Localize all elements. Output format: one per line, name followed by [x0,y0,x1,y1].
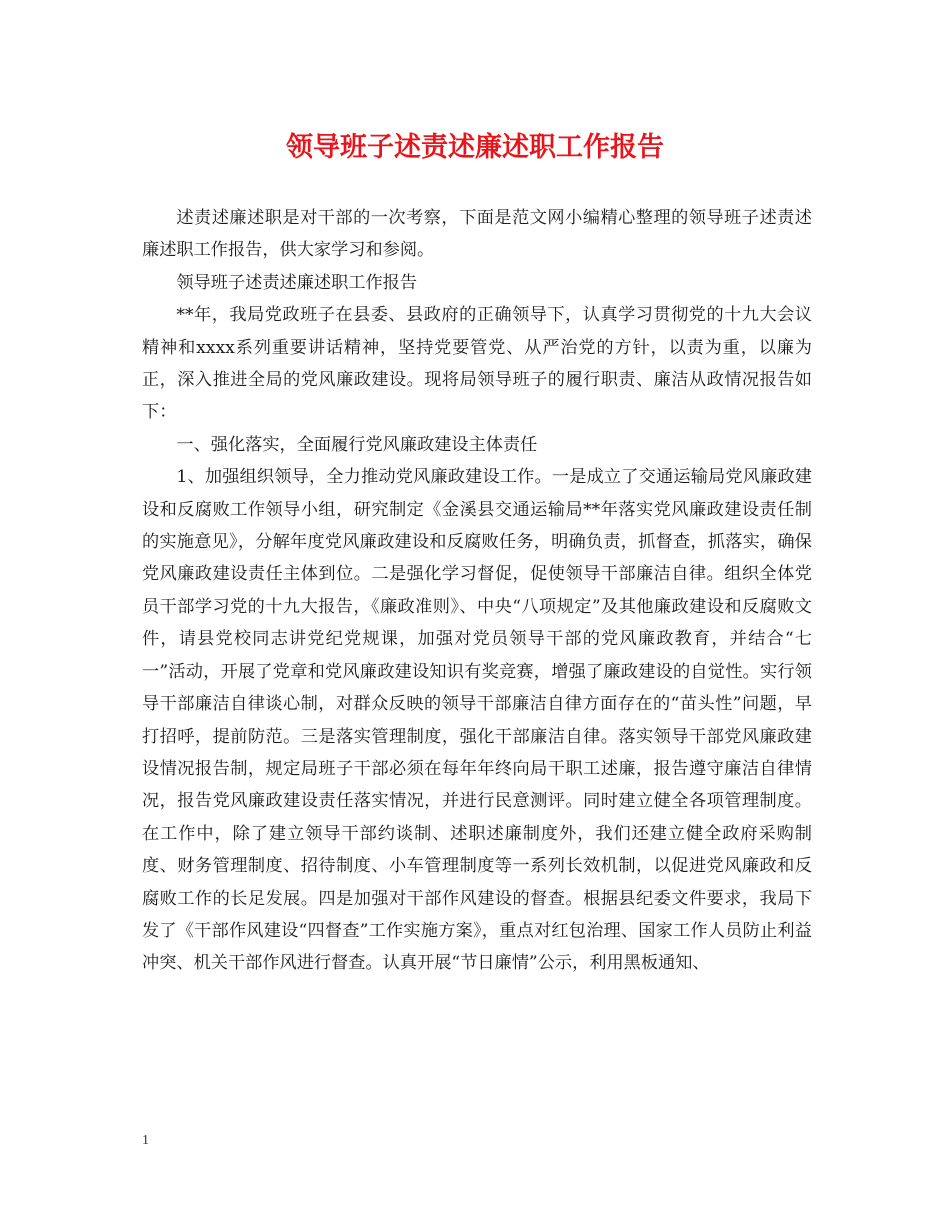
paragraph-section-1: 1、加强组织领导，全力推动党风廉政建设工作。一是成立了交通运输局党风廉政建设和反腐败工作领导小组，研究制定《金溪县交通运输局**年落实党风廉政建设责任制的实施意见》，分解年度党风廉政建设和反腐败任务，明确负责，抓督查，抓落实，确保党风廉政建设责任主体到位。二是强化学习督促，促使领导干部廉洁自律。组织全体党员干部学习党的十九大报告，《廉政准则》、中央“八项规定”及其他廉政建设和反腐败文件，请县党校同志讲党纪党规课，加强对党员领导干部的党风廉政教育，并结合“七一”活动，开展了党章和党风廉政建设知识有奖竞赛，增强了廉政建设的自觉性。实行领导干部廉洁自律谈心制，对群众反映的领导干部廉洁自律方面存在的“苗头性”问题，早打招呼，提前防范。三是落实管理制度，强化干部廉洁自律。落实领导干部党风廉政建设情况报告制，规定局班子干部必须在每年年终向局干职工述廉，报告遵守廉洁自律情况，报告党风廉政建设责任落实情况，并进行民意测评。同时建立健全各项管理制度。在工作中，除了建立领导干部约谈制、述职述廉制度外，我们还建立健全政府采购制度、财务管理制度、招待制度、小车管理制度等一系列长效机制，以促进党风廉政和反腐败工作的长足发展。四是加强对干部作风建设的督查。根据县纪委文件要求，我局下发了《干部作风建设“四督查”工作实施方案》，重点对红包治理、国家工作人员防止利益冲突、机关干部作风进行督查。认真开展“节日廉情”公示，利用黑板通知、 [142,467,812,974]
paragraph-overview: **年，我局党政班子在县委、县政府的正确领导下，认真学习贯彻党的十九大会议精神和xxxx系列重要讲话精神，坚持党要管党、从严治党的方针，以责为重，以廉为正，深入推进全局的党风廉政建设。现将局领导班子的履行职责、廉洁从政情况报告如下： [142,305,812,423]
section-heading: 一、强化落实，全面履行党风廉政建设主体责任 [176,434,538,455]
page-number: 1 [142,1133,149,1148]
document-title: 领导班子述责述廉述职工作报告 [286,132,664,163]
paragraph-intro: 述责述廉述职是对干部的一次考察，下面是范文网小编精心整理的领导班子述责述廉述职工作报告，供大家学习和参阅。 [142,208,812,261]
paragraph-subtitle: 领导班子述责述廉述职工作报告 [176,272,418,293]
document-body [142,202,812,980]
